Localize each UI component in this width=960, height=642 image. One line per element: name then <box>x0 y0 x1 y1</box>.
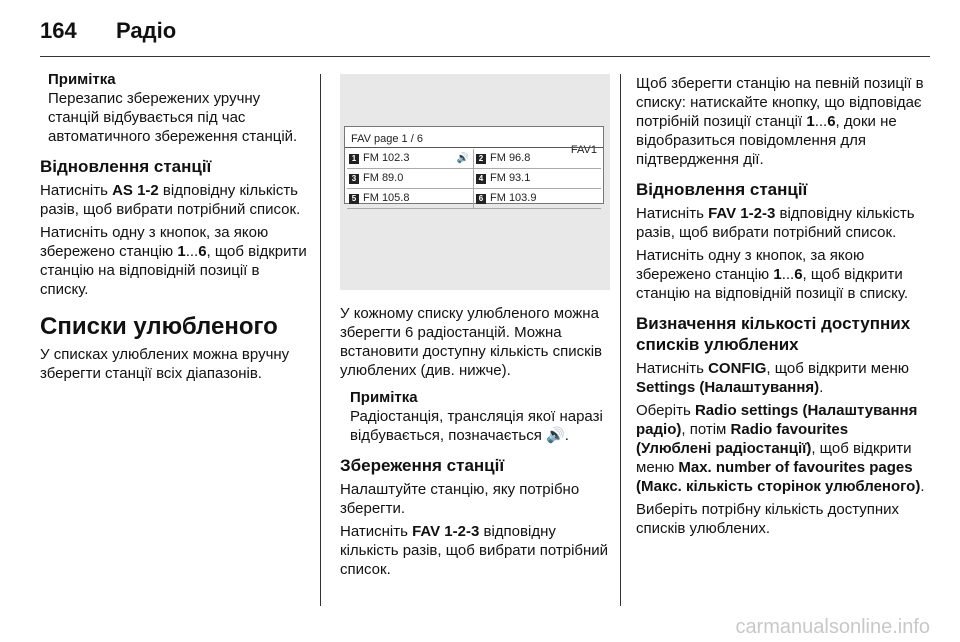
paragraph: Виберіть потрібну кількість доступних списків улюблених. <box>636 501 900 537</box>
paragraph: Натисніть одну з кнопок, за якою збережено станцію 1...6, щоб відкрити станцію на відповідній позиції в списку. <box>40 224 307 298</box>
column-divider <box>620 74 621 606</box>
section-heading-save: Збереження станції <box>340 456 505 475</box>
lcd-fav-label: FAV1 <box>570 144 597 156</box>
station-entry: 6 FM 103.9 <box>474 189 601 209</box>
paragraph: Оберіть Radio settings (Налаштування радіо), потім Radio favourites (Улюблені радіостанції), щоб відкрити меню Max. number of favourites pages (Макс. кількість сторінок улюбленого). <box>636 402 925 495</box>
speaker-icon: 🔊 <box>546 427 565 444</box>
paragraph: Натисніть одну з кнопок, за якою збережено станцію 1...6, щоб відкрити станцію на відповідній позиції в списку. <box>636 247 909 302</box>
lcd-display <box>344 126 604 204</box>
station-entry: 1 FM 102.3 🔊 <box>347 149 474 169</box>
lcd-divider <box>345 147 603 148</box>
paragraph: Щоб зберегти станцію на певній позиції в списку: натискайте кнопку, що відповідає потрібній позиції станції 1...6, доки не відобразиться повідомлення для підтвердження дії. <box>636 75 924 168</box>
section-heading-favourites: Списки улюбленого <box>40 313 278 340</box>
column-divider <box>320 74 321 606</box>
note-text: Перезапис збережених уручну станцій відбувається під час автоматичного збереження станцій. <box>48 90 298 145</box>
paragraph: Натисніть FAV 1-2-3 відповідну кількість разів, щоб вибрати потрібний список. <box>636 205 915 241</box>
note-block <box>40 70 308 146</box>
station-entry: 3 FM 89.0 <box>347 169 474 189</box>
column-2 <box>340 74 612 579</box>
page-title: Радіо <box>116 18 177 43</box>
paragraph: У списках улюблених можна вручну зберегти станції всіх діапазонів. <box>40 346 290 382</box>
paragraph: Налаштуйте станцію, яку потрібно зберегти. <box>340 481 580 517</box>
column-3 <box>636 74 926 538</box>
station-entry: 4 FM 93.1 <box>474 169 601 189</box>
station-entry: 2 FM 96.8 <box>474 149 601 169</box>
note-title: Примітка <box>48 71 116 88</box>
paragraph: У кожному списку улюбленого можна зберегти 6 радіостанцій. Можна встановити доступну кількість списків улюблених (див. нижче). <box>340 305 603 379</box>
column-1 <box>40 70 308 383</box>
paragraph: Натисніть FAV 1-2-3 відповідну кількість разів, щоб вибрати потрібний список. <box>340 523 609 578</box>
note-block <box>340 388 612 445</box>
header-rule <box>40 56 930 57</box>
note-title: Примітка <box>350 389 418 406</box>
note-text: Радіостанція, трансляція якої наразі відбувається, позначається 🔊. <box>350 408 603 444</box>
section-heading-restore: Відновлення станції <box>636 180 808 199</box>
station-entry: 5 FM 105.8 <box>347 189 474 209</box>
page-number: 164 <box>40 18 77 43</box>
page-header <box>40 18 176 44</box>
speaker-icon: 🔊 <box>456 153 469 164</box>
lcd-page-title: FAV page 1 / 6 <box>351 133 423 145</box>
favourites-screen-image <box>340 74 610 290</box>
section-heading-count: Визначення кількості доступних списків улюблених <box>636 314 911 354</box>
watermark: carmanualsonline.info <box>735 616 930 638</box>
paragraph: Натисніть AS 1-2 відповідну кількість разів, щоб вибрати потрібний список. <box>40 182 301 218</box>
paragraph: Натисніть CONFIG, щоб відкрити меню Settings (Налаштування). <box>636 360 909 396</box>
section-heading-restore: Відновлення станції <box>40 157 212 176</box>
station-grid <box>347 149 601 204</box>
